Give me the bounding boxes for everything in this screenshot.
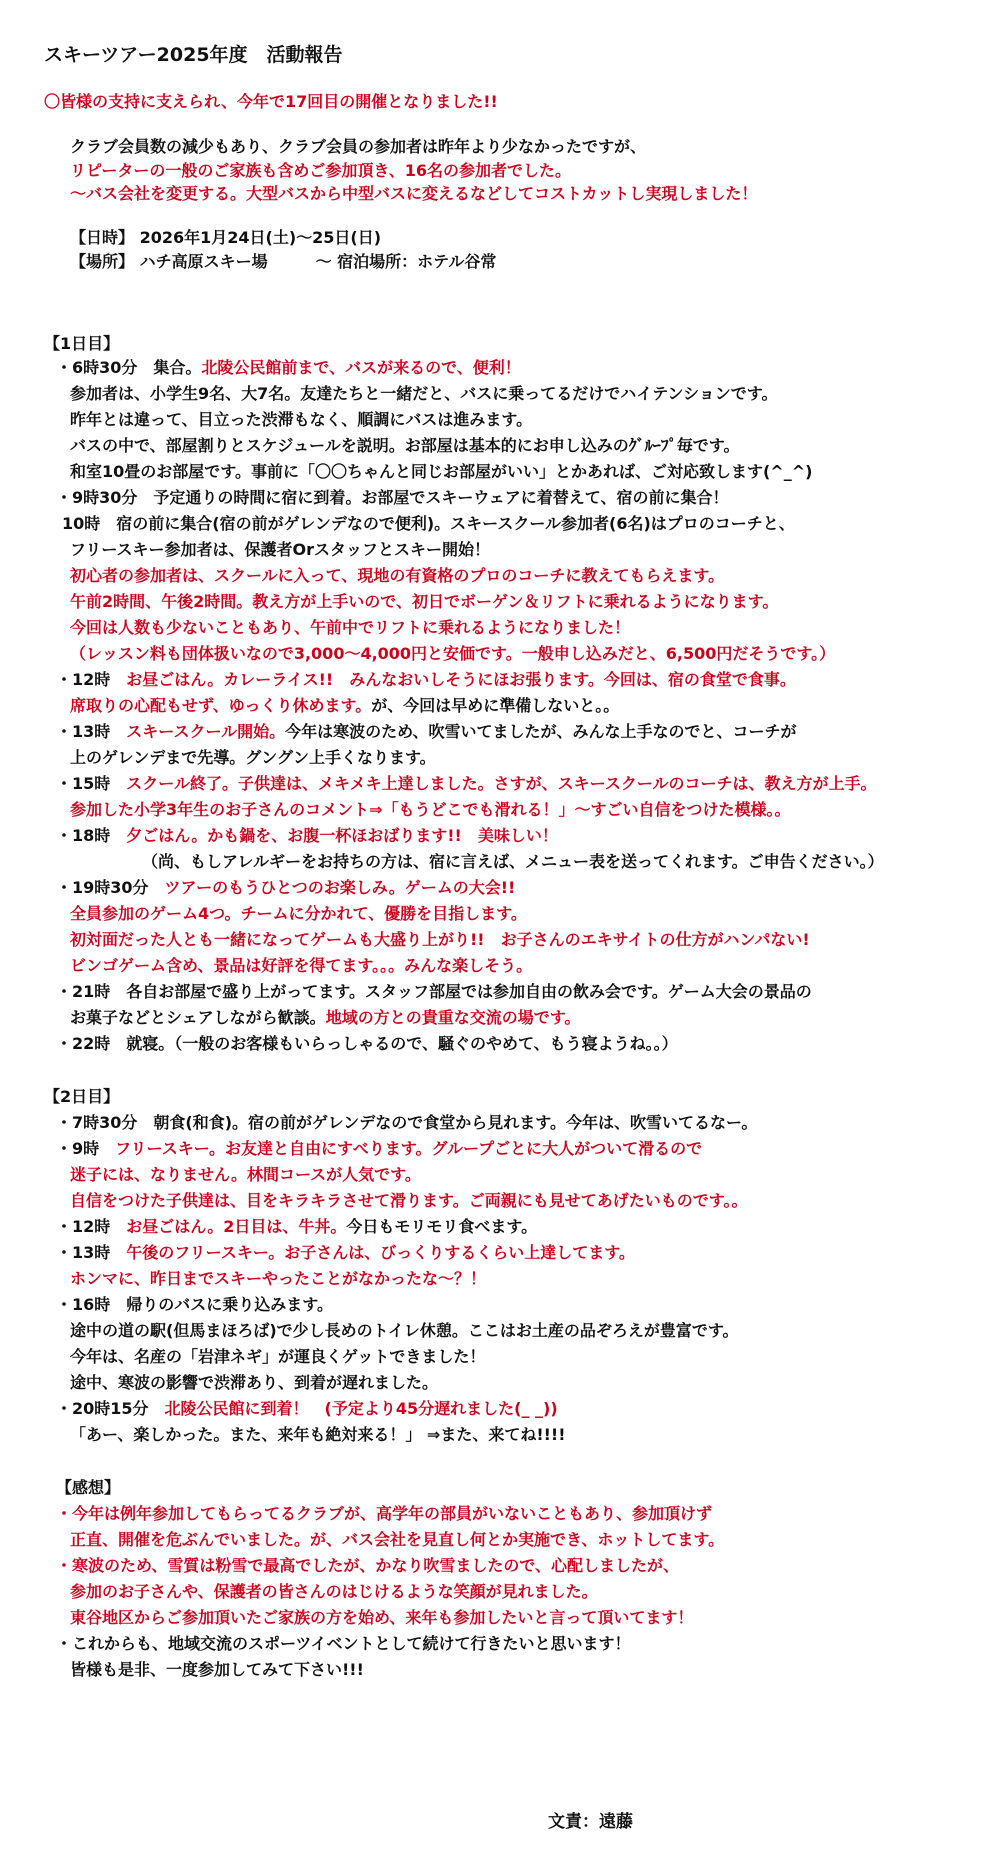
report-line: [70, 1608, 693, 1628]
report-line: [70, 904, 527, 924]
highlight-text: 迷子には、なりません。林間コースが人気です。: [70, 1165, 421, 1184]
report-line: [70, 252, 496, 272]
highlight-text: 初対面だった人とも一緒になってゲームも大盛り上がり!! お子さんのエキサイトの仕方がハンパない!: [70, 930, 810, 949]
report-line: [56, 1217, 537, 1237]
body-text: バスの中で、部屋割りとスケジュールを説明。お部屋は基本的にお申し込みのｸﾞﾙｰﾌﾟ毎です。: [70, 436, 740, 455]
highlight-text: 自信をつけた子供達は、目をキラキラさせて滑ります。ご両親にも見せてあげたいものです。。: [70, 1191, 748, 1210]
report-line: [70, 1321, 739, 1341]
highlight-text: ・今年は例年参加してもらってるクラブが、高学年の部員がいないこともあり、参加頂けず: [56, 1504, 713, 1523]
report-line: [70, 1425, 566, 1445]
report-line: [70, 436, 739, 456]
body-text: ・12時: [56, 670, 127, 689]
body-text: 今年は寒波のため、吹雪いてましたが、みんな上手なのでと、コーチが: [285, 722, 797, 741]
report-line: [56, 1478, 120, 1498]
highlight-text: 〇皆様の支持に支えられ、今年で17回目の開催となりました!!: [44, 92, 498, 111]
body-text: 10時 宿の前に集合(宿の前がゲレンデなので便利)。スキースクール参加者(6名)はプロのコーチと、: [62, 514, 795, 533]
body-text: ・9時: [56, 1139, 116, 1158]
body-text: ・13時: [56, 1243, 127, 1262]
highlight-text: 初心者の参加者は、スクールに入って、現地の有資格のプロのコーチに教えてもらえます。: [70, 566, 725, 585]
report-line: [56, 1556, 679, 1576]
body-text: ・12時: [56, 1217, 127, 1236]
body-text: ・16時 帰りのバスに乗り込みます。: [56, 1295, 333, 1314]
report-line: [70, 1660, 364, 1680]
report-line: [70, 161, 571, 181]
highlight-text: スクール終了。子供達は、メキメキ上達しました。さすが、スキースクールのコーチは、教え方が上手。: [126, 774, 877, 793]
author-signature: 文責：遠藤: [548, 1812, 633, 1832]
body-text: フリースキー参加者は、保護者Orスタッフとスキー開始！: [70, 540, 491, 559]
report-line: [70, 184, 757, 204]
body-text: 参加者は、小学生9名、大7名。友達たちと一緒だと、バスに乗ってるだけでハイテンションです。: [70, 384, 778, 403]
report-line: [70, 1269, 486, 1289]
report-line: [70, 410, 532, 430]
highlight-text: フリースキー。お友達と自由にすべります。グループごとに大人がついて滑るので: [115, 1139, 703, 1158]
highlight-text: ツアーのもうひとつのお楽しみ。ゲームの大会!!: [164, 878, 516, 897]
report-line: [70, 930, 810, 950]
body-text: 【日時】 2026年1月24日(土)～25日(日): [70, 228, 382, 247]
report-line: [70, 644, 835, 664]
body-text: ・20時15分: [56, 1399, 165, 1418]
body-text: 「あー、楽しかった。また、来年も絶対来る！」 ⇒また、来てね!!!!: [70, 1425, 566, 1444]
body-text: 上のゲレンデまで先導。グングン上手くなります。: [70, 748, 436, 767]
report-line: [70, 1582, 598, 1602]
report-line: [70, 696, 619, 716]
report-line: [70, 1347, 485, 1367]
report-line: [70, 384, 777, 404]
report-line: [70, 1008, 580, 1028]
report-line: [70, 566, 724, 586]
body-text: 【1日目】: [44, 334, 120, 353]
body-text: お菓子などとシェアしながら歓談。: [70, 1008, 326, 1027]
highlight-text: 午前2時間、午後2時間。教え方が上手いので、初日でボーゲン＆リフトに乗れるようになります。: [70, 592, 779, 611]
report-line: [44, 1087, 119, 1107]
body-text: ・18時: [56, 826, 127, 845]
highlight-text: 参加した小学3年生のお子さんのコメント⇒「もうどこでも滑れる！」～すごい自信をつけた模様。。: [70, 800, 791, 819]
report-line: [70, 800, 791, 820]
report-line: [70, 956, 532, 976]
report-line: [56, 488, 728, 508]
highlight-text: 午後のフリースキー。お子さんは、びっくりするくらい上達してます。: [126, 1243, 635, 1262]
body-text: 途中の道の駅(但馬まほろば)で少し長めのトイレ休憩。ここはお土産の品ぞろえが豊富です。: [70, 1321, 739, 1340]
report-line: [56, 826, 558, 846]
body-text: クラブ会員数の減少もあり、クラブ会員の参加者は昨年より少なかったですが、: [70, 137, 647, 156]
body-text: 今日もモリモリ食べます。: [346, 1217, 538, 1236]
report-line: [56, 982, 812, 1002]
report-line: [56, 358, 521, 378]
body-text: ・13時: [56, 722, 127, 741]
highlight-text: 東谷地区からご参加頂いたご家族の方を始め、来年も参加したいと言って頂いてます！: [70, 1608, 694, 1627]
highlight-text: 席取りの心配もせず、ゆっくり休めます。: [70, 696, 372, 715]
report-line: [56, 878, 515, 898]
body-text: ・19時30分: [56, 878, 165, 897]
report-line: [142, 852, 884, 872]
highlight-text: 地域の方との貴重な交流の場です。: [325, 1008, 581, 1027]
body-text: 和室10畳のお部屋です。事前に「〇〇ちゃんと同じお部屋がいい」とかあれば、ご対応致します(^_^): [70, 462, 813, 481]
report-line: [56, 1634, 631, 1654]
body-text: 【感想】: [56, 1478, 121, 1497]
highlight-text: ～バス会社を変更する。大型バスから中型バスに変えるなどしてコストカットし実現しました！: [70, 184, 758, 203]
report-line: [70, 618, 630, 638]
report-line: [70, 592, 778, 612]
highlight-text: ・寒波のため、雪質は粉雪で最高でしたが、かなり吹雪ましたので、心配しましたが、: [56, 1556, 680, 1575]
body-text: ・9時30分 予定通りの時間に宿に到着。お部屋でスキーウェアに着替えて、宿の前に集合！: [56, 488, 729, 507]
report-line: [56, 1139, 702, 1159]
report-line: [56, 670, 796, 690]
highlight-text: ビンゴゲーム含め、景品は好評を得てます。。。みんな楽しそう。: [70, 956, 533, 975]
report-line: [44, 92, 498, 112]
report-line: [70, 228, 381, 248]
report-line: [56, 1295, 333, 1315]
body-text: ・6時30分 集合。: [56, 358, 202, 377]
highlight-text: 北陵公民館に到着！ (予定より45分遅れました(_ _)): [164, 1399, 558, 1418]
body-text: 【場所】 ハチ高原スキー場 ～ 宿泊場所：ホテル谷常: [70, 252, 497, 271]
report-line: [44, 334, 119, 354]
report-line: [70, 1373, 438, 1393]
report-line: [70, 1530, 724, 1550]
body-text: 今年は、名産の「岩津ネギ」が運良くゲットできました！: [70, 1347, 486, 1366]
highlight-text: ホンマに、昨日までスキーやったことがなかったな～？！: [70, 1269, 487, 1288]
report-line: [56, 774, 877, 794]
highlight-text: リピーターの一般のご家族も含めご参加頂き、16名の参加者でした。: [70, 161, 571, 180]
report-line: [56, 1399, 558, 1419]
report-line: [70, 748, 436, 768]
report-line: [70, 462, 812, 482]
report-line: [56, 1243, 635, 1263]
report-line: [70, 1191, 747, 1211]
body-text: 【2日目】: [44, 1087, 120, 1106]
body-text: ・15時: [56, 774, 127, 793]
highlight-text: 参加のお子さんや、保護者の皆さんのはじけるような笑顔が見れました。: [70, 1582, 598, 1601]
body-text: ・これからも、地域交流のスポーツイベントとして続けて行きたいと思います！: [56, 1634, 631, 1653]
report-line: [62, 514, 795, 534]
report-line: [70, 1165, 421, 1185]
highlight-text: 夕ごはん。かも鍋を、お腹一杯ほおばります!! 美味しい！: [126, 826, 558, 845]
report-line: [56, 1504, 712, 1524]
report-line: [70, 540, 490, 560]
report-line: [70, 137, 646, 157]
body-text: 皆様も是非、一度参加してみて下さい!!!: [70, 1660, 364, 1679]
highlight-text: 北陵公民館前まで、バスが来るので、便利！: [201, 358, 521, 377]
body-text: 昨年とは違って、目立った渋滞もなく、順調にバスは進みます。: [70, 410, 533, 429]
body-text: ・22時 就寝。（一般のお客様もいらっしゃるので、騒ぐのやめて、もう寝ようね。。）: [56, 1034, 678, 1053]
report-line: [56, 1034, 678, 1054]
body-text: （尚、もしアレルギーをお持ちの方は、宿に言えば、メニュー表を送ってくれます。ご申告ください。）: [142, 852, 884, 871]
body-text: 途中、寒波の影響で渋滞あり、到着が遅れました。: [70, 1373, 439, 1392]
highlight-text: お昼ごはん。カレーライス!! みんなおいしそうにほお張ります。今回は、宿の食堂で食事。: [126, 670, 796, 689]
highlight-text: お昼ごはん。2日目は、牛丼。: [126, 1217, 347, 1236]
highlight-text: 正直、開催を危ぶんでいました。が、バス会社を見直し何とか実施でき、ホットしてます。: [70, 1530, 725, 1549]
report-line: [56, 1113, 757, 1133]
report-line: [56, 722, 797, 742]
body-text: が、今回は早めに準備しないと。。: [371, 696, 620, 715]
report-title: スキーツアー2025年度 活動報告: [44, 44, 343, 66]
body-text: ・7時30分 朝食(和食)。宿の前がゲレンデなので食堂から見れます。今年は、吹雪いてるなー。: [56, 1113, 758, 1132]
highlight-text: 今回は人数も少ないこともあり、午前中でリフトに乗れるようになりました！: [70, 618, 631, 637]
highlight-text: （レッスン料も団体扱いなので3,000～4,000円と安価です。一般申し込みだと、6,500円だそうです。）: [70, 644, 836, 663]
highlight-text: 全員参加のゲーム4つ。チームに分かれて、優勝を目指します。: [70, 904, 527, 923]
body-text: ・21時 各自お部屋で盛り上がってます。スタッフ部屋では参加自由の飲み会です。ゲーム大会の景品の: [56, 982, 812, 1001]
highlight-text: スキースクール開始。: [126, 722, 286, 741]
